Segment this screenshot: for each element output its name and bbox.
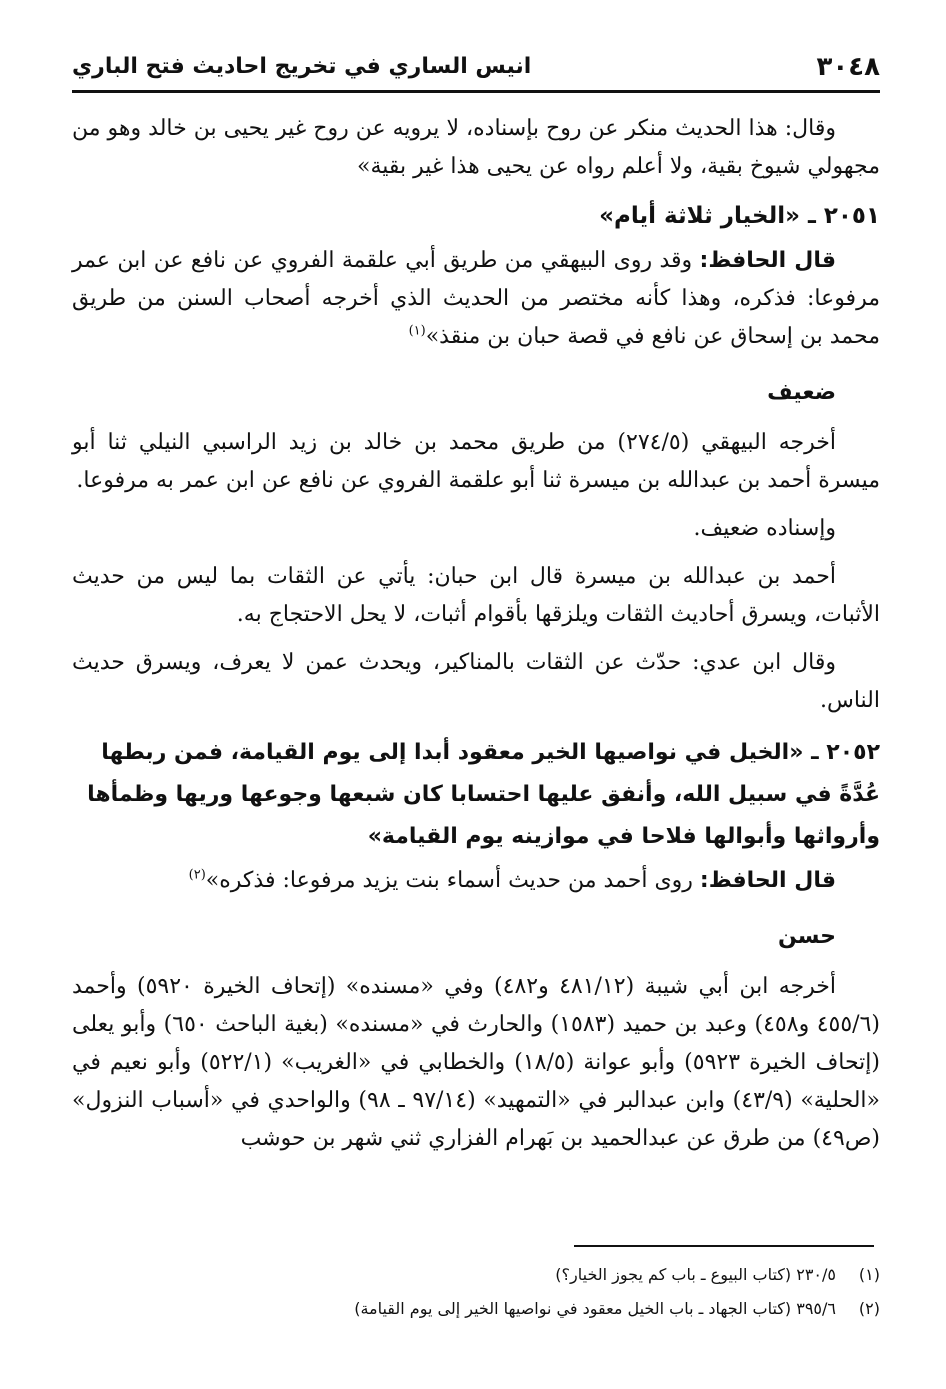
- footnote-text: ٣٩٥/٦ (كتاب الجهاد ـ باب الخيل معقود في نواصيها الخير إلى يوم القيامة): [354, 1299, 836, 1318]
- grade-label-weak: ضعيف: [767, 380, 836, 405]
- takhrij-paragraph-2: أخرجه ابن أبي شيبة (٤٨١/١٢ و٤٨٢) وفي «مسنده» (إتحاف الخيرة ٥٩٢٠) وأحمد (٤٥٥/٦ و٤٥٨) وعبد بن حميد (١٥٨٣) والحارث في «مسنده» (بغية الباحث ٦٥٠) وأبو يعلى (إتحاف الخيرة ٥٩٢٣) وأبو عوانة (١٨/٥) والخطابي في «الغريب» (٥٢٢/١) وأبو نعيم في «الحلية» (٤٣/٩) وابن عبدالبر في «التمهيد» (٩٧/١٤ ـ ٩٨) والواحدي في «أسباب النزول» (ص٤٩) من طرق عن عبدالحميد بن بَهرام الفزاري ثني شهر بن حوشب: [72, 974, 881, 1151]
- takhrij-paragraph-1: أخرجه البيهقي (٢٧٤/٥) من طريق محمد بن خالد بن زيد الراسبي النيلي ثنا أبو ميسرة أحمد بن عبدالله بن ميسرة ثنا أبو علقمة الفروي عن نافع عن ابن عمر به مرفوعا.: [72, 430, 880, 493]
- hafiz-label: قال الحافظ:: [699, 868, 836, 893]
- hafiz-text: روى أحمد من حديث أسماء بنت يزيد مرفوعا: فذكره»: [205, 868, 700, 893]
- header-rule: [72, 90, 880, 93]
- footnote-2: [72, 1292, 880, 1326]
- running-title: انيس الساري في تخريج احاديث فتح الباري: [72, 54, 532, 79]
- hafiz-label: قال الحافظ:: [699, 248, 836, 273]
- hafiz-text: وقد روى البيهقي من طريق أبي علقمة الفروي عن نافع عن ابن عمر مرفوعا: فذكره، وهذا كأنه مختصر من الحديث الذي أخرجه أصحاب السنن من طريق محمد بن إسحاق عن نافع في قصة حبان بن منقذ»: [72, 248, 880, 349]
- paragraph-quote-end: وقال: هذا الحديث منكر عن روح بإسناده، لا يرويه عن روح غير يحيى بن خالد وهو من مجهولي شيوخ بقية، ولا أعلم رواه عن يحيى هذا غير بقية»: [72, 116, 880, 179]
- narrator-critique-ibn-hibban: أحمد بن عبدالله بن ميسرة قال ابن حبان: يأتي عن الثقات بما ليس من حديث الأثبات، ويسرق أحاديث الثقات ويلزقها بأقوام أثبات، لا يحل الاحتجاج به.: [72, 564, 880, 627]
- page-header: [72, 48, 880, 88]
- footnote-ref-1[interactable]: (١): [408, 323, 426, 339]
- hafiz-comment-2: [72, 862, 880, 900]
- footnote-1: [72, 1258, 880, 1292]
- footnote-number: (٢): [858, 1299, 880, 1318]
- footnote-ref-2[interactable]: (٢): [188, 867, 206, 883]
- footnote-number: (١): [858, 1265, 880, 1284]
- hafiz-comment-1: [72, 242, 880, 356]
- grade-label-hasan: حسن: [777, 924, 836, 949]
- isnad-verdict: وإسناده ضعيف.: [693, 516, 836, 541]
- page-number: ٣٠٤٨: [816, 52, 880, 82]
- footnote-separator: [574, 1245, 874, 1247]
- hadith-heading-2051: ٢٠٥١ ـ «الخيار ثلاثة أيام»: [599, 203, 880, 229]
- footnotes: [72, 1258, 880, 1326]
- footnote-text: ٢٣٠/٥ (كتاب البيوع ـ باب كم يجوز الخيار؟): [555, 1265, 836, 1284]
- narrator-critique-ibn-adi: وقال ابن عدي: حدّث عن الثقات بالمناكير، ويحدث عمن لا يعرف، ويسرق حديث الناس.: [72, 650, 880, 713]
- hadith-heading-2052: ٢٠٥٢ ـ «الخيل في نواصيها الخير معقود أبدا إلى يوم القيامة، فمن ربطها عُدَّةً في سبيل الله، وأنفق عليها احتسابا كان شبعها وجوعها وريها وظمأها وأرواثها وأبوالها فلاحا في موازينه يوم القيامة»: [87, 740, 880, 849]
- page-body: [72, 110, 880, 1158]
